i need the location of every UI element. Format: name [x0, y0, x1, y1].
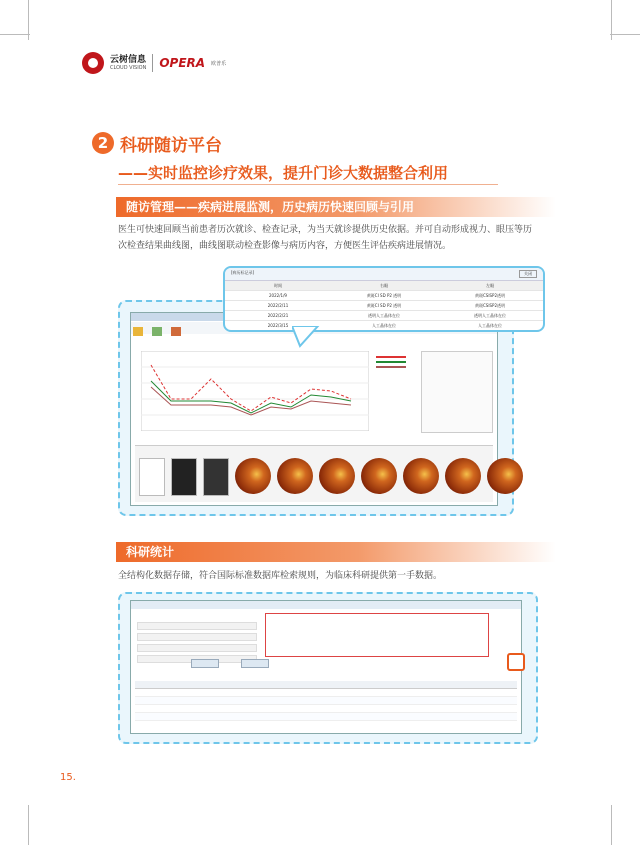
- popup-cell: 2022/2/21: [267, 313, 289, 318]
- logo-cn: 云树信息: [110, 55, 147, 65]
- fundus-image[interactable]: [403, 458, 439, 494]
- report-thumb[interactable]: [171, 458, 197, 496]
- crop-mark: [0, 34, 30, 35]
- opera-logo: OPERA: [159, 56, 206, 70]
- fundus-image[interactable]: [445, 458, 481, 494]
- popup-header-cell: 时间: [274, 282, 282, 288]
- stats-banner: 科研统计: [116, 542, 556, 562]
- search-button[interactable]: [191, 659, 219, 668]
- fundus-image[interactable]: [361, 458, 397, 494]
- image-strip: [135, 445, 493, 502]
- popup-cell: 黄斑CSISP2透明: [474, 292, 505, 298]
- logo-en: CLOUD VISION: [110, 65, 147, 71]
- section-number: 2: [92, 132, 114, 154]
- popup-cell: 透明人工晶体在位: [474, 312, 506, 318]
- fundus-image[interactable]: [277, 458, 313, 494]
- opera-sub: 欧普乐: [211, 60, 227, 67]
- fundus-image[interactable]: [235, 458, 271, 494]
- crop-mark: [28, 805, 29, 845]
- settings-icon[interactable]: [507, 653, 525, 671]
- trend-chart: [141, 351, 369, 431]
- popup-cell: 黄斑CI SD P2 透明: [366, 302, 402, 308]
- subtitle-rule: [118, 184, 498, 185]
- exam-tree-panel[interactable]: [421, 351, 493, 433]
- page-number: 15.: [60, 772, 76, 783]
- popup-row[interactable]: [225, 291, 543, 301]
- crop-mark: [610, 34, 640, 35]
- popup-pointer: [292, 326, 322, 348]
- query-conditions-box: [265, 613, 489, 657]
- popup-cell: 人工晶体在位: [478, 322, 502, 328]
- popup-title: [病历标记录]: [231, 270, 255, 275]
- popup-cell: 人工晶体在位: [372, 322, 396, 328]
- header-logo: [82, 52, 226, 74]
- popup-cell: 透明人工晶体在位: [368, 312, 400, 318]
- fundus-image[interactable]: [487, 458, 523, 494]
- results-table: [135, 681, 517, 729]
- popup-row[interactable]: [225, 301, 543, 311]
- popup-cell: 黄斑CSISP2透明: [474, 302, 505, 308]
- popup-header-row: [225, 281, 543, 291]
- stats-toolbar: [131, 601, 521, 609]
- query-filter-form[interactable]: [137, 619, 257, 659]
- report-thumb[interactable]: [203, 458, 229, 496]
- report-thumb[interactable]: [139, 458, 165, 496]
- popup-header-cell: 右眼: [380, 282, 388, 288]
- popup-row[interactable]: [225, 311, 543, 321]
- fundus-image[interactable]: [319, 458, 355, 494]
- stats-app-window: [130, 600, 522, 734]
- reset-button[interactable]: [241, 659, 269, 668]
- stats-paragraph: 全结构化数据存储，符合国际标准数据库检索规则，为临床科研提供第一手数据。: [118, 571, 443, 581]
- popup-cell: 黄斑CI SD P2 透明: [366, 292, 402, 298]
- logo-divider: [152, 54, 153, 72]
- followup-paragraph: 医生可快速回顾当前患者历次就诊、检查记录，为当天就诊提供历史依据。并可自动形成视力、眼压等历次检查结果曲线图，曲线图联动检查影像与病历内容，方便医生评估疾病进展情况。: [118, 225, 533, 251]
- followup-banner: 随访管理——疾病进展监测，历史病历快速回顾与引用: [116, 197, 556, 217]
- popup-close-button[interactable]: 关闭: [519, 270, 537, 278]
- record-popup: [223, 266, 545, 332]
- section-subtitle: ——实时监控诊疗效果，提升门诊大数据整合利用: [118, 164, 449, 182]
- cloudvision-logo-icon: [82, 52, 104, 74]
- chart-legend: [376, 353, 406, 393]
- popup-cell: 2022/3/15: [267, 323, 289, 328]
- popup-header-cell: 左眼: [486, 282, 494, 288]
- popup-row[interactable]: [225, 321, 543, 331]
- crop-mark: [611, 805, 612, 845]
- popup-cell: 2022/2/11: [267, 303, 289, 308]
- popup-cell: 2022/1/9: [269, 293, 287, 298]
- section-title: 科研随访平台: [120, 136, 222, 156]
